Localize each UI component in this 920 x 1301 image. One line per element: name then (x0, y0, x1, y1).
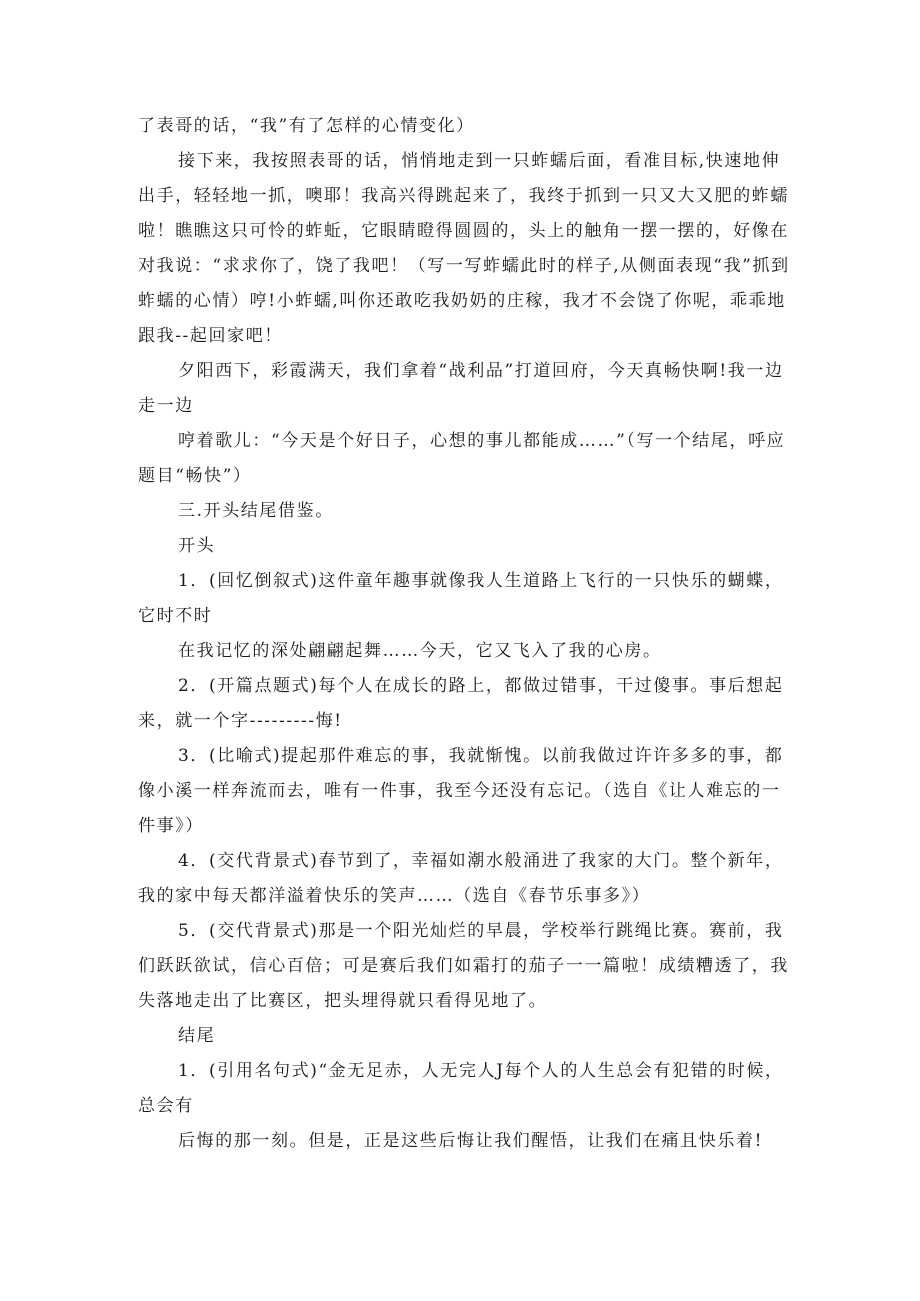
paragraph-0: 了表哥的话，“我”有了怎样的心情变化） (138, 116, 475, 136)
ending-item-1: 1．(引用名句式)“金无足赤，人无完人J每个人的人生总会有犯错的时候，总会有 (138, 1061, 784, 1116)
opening-item-4: 4．(交代背景式)春节到了，幸福如潮水般涌进了我家的大门。整个新年，我的家中每天都洋溢着快乐的笑声……（选自《春节乐事多》） (138, 851, 784, 906)
section-heading: 三.开头结尾借鉴。 (178, 501, 334, 521)
opening-item-1: 1．(回忆倒叙式)这件童年趣事就像我人生道路上飞行的一只快乐的蝴蝶，它时不时 (138, 571, 784, 626)
paragraph-2: 夕阳西下，彩霞满天，我们拿着“战利品”打道回府，今天真畅快啊!我一边走一边 (138, 361, 784, 416)
paragraph-1: 接下来，我按照表哥的话，悄悄地走到一只蚱蠕后面，看准目标,快速地伸出手，轻轻地一抓，噢耶！我高兴得跳起来了，我终于抓到一只又大又肥的蚱蠕啦！瞧瞧这只可怜的蚱蚯，它眼睛瞪得圆圆的，头上的触角一摆一摆的，好像在对我说：“求求你了，饶了我吧！（写一写蚱蠕此时的样子,从侧面表现“我”抓到蚱蠕的心情）哼!小蚱蠕,叫你还敢吃我奶奶的庄稼，我才不会饶了你呢，乖乖地跟我--起回家吧！ (138, 151, 790, 346)
opening-item-3: 3．(比喻式)提起那件难忘的事，我就惭愧。以前我做过许许多多的事，都像小溪一样奔流而去，唯有一件事，我至今还没有忘记。（选自《让人难忘的一件事》） (138, 746, 784, 836)
opening-item-5: 5．(交代背景式)那是一个阳光灿烂的早晨，学校举行跳绳比赛。赛前，我们跃跃欲试，信心百倍；可是赛后我们如霜打的茄子一一篇啦！成绩糟透了，我失落地走出了比赛区，把头埋得就只看得见地了。 (138, 921, 789, 1011)
opening-item-1-cont: 在我记忆的深处翩翩起舞……今天，它又飞入了我的心房。 (178, 641, 662, 661)
opening-item-2: 2．(开篇点题式)每个人在成长的路上，都做过错事，干过傻事。事后想起来，就一个字---------悔! (138, 676, 784, 731)
subheading-opening: 开头 (178, 536, 216, 556)
ending-item-1-cont: 后悔的那一刻。但是，正是这些后悔让我们醒悟，让我们在痛且快乐着! (178, 1131, 764, 1151)
paragraph-3: 哼着歌儿：“今天是个好日子，心想的事儿都能成……”（写一个结尾，呼应题目“畅快”） (138, 431, 786, 486)
subheading-ending: 结尾 (178, 1026, 216, 1046)
